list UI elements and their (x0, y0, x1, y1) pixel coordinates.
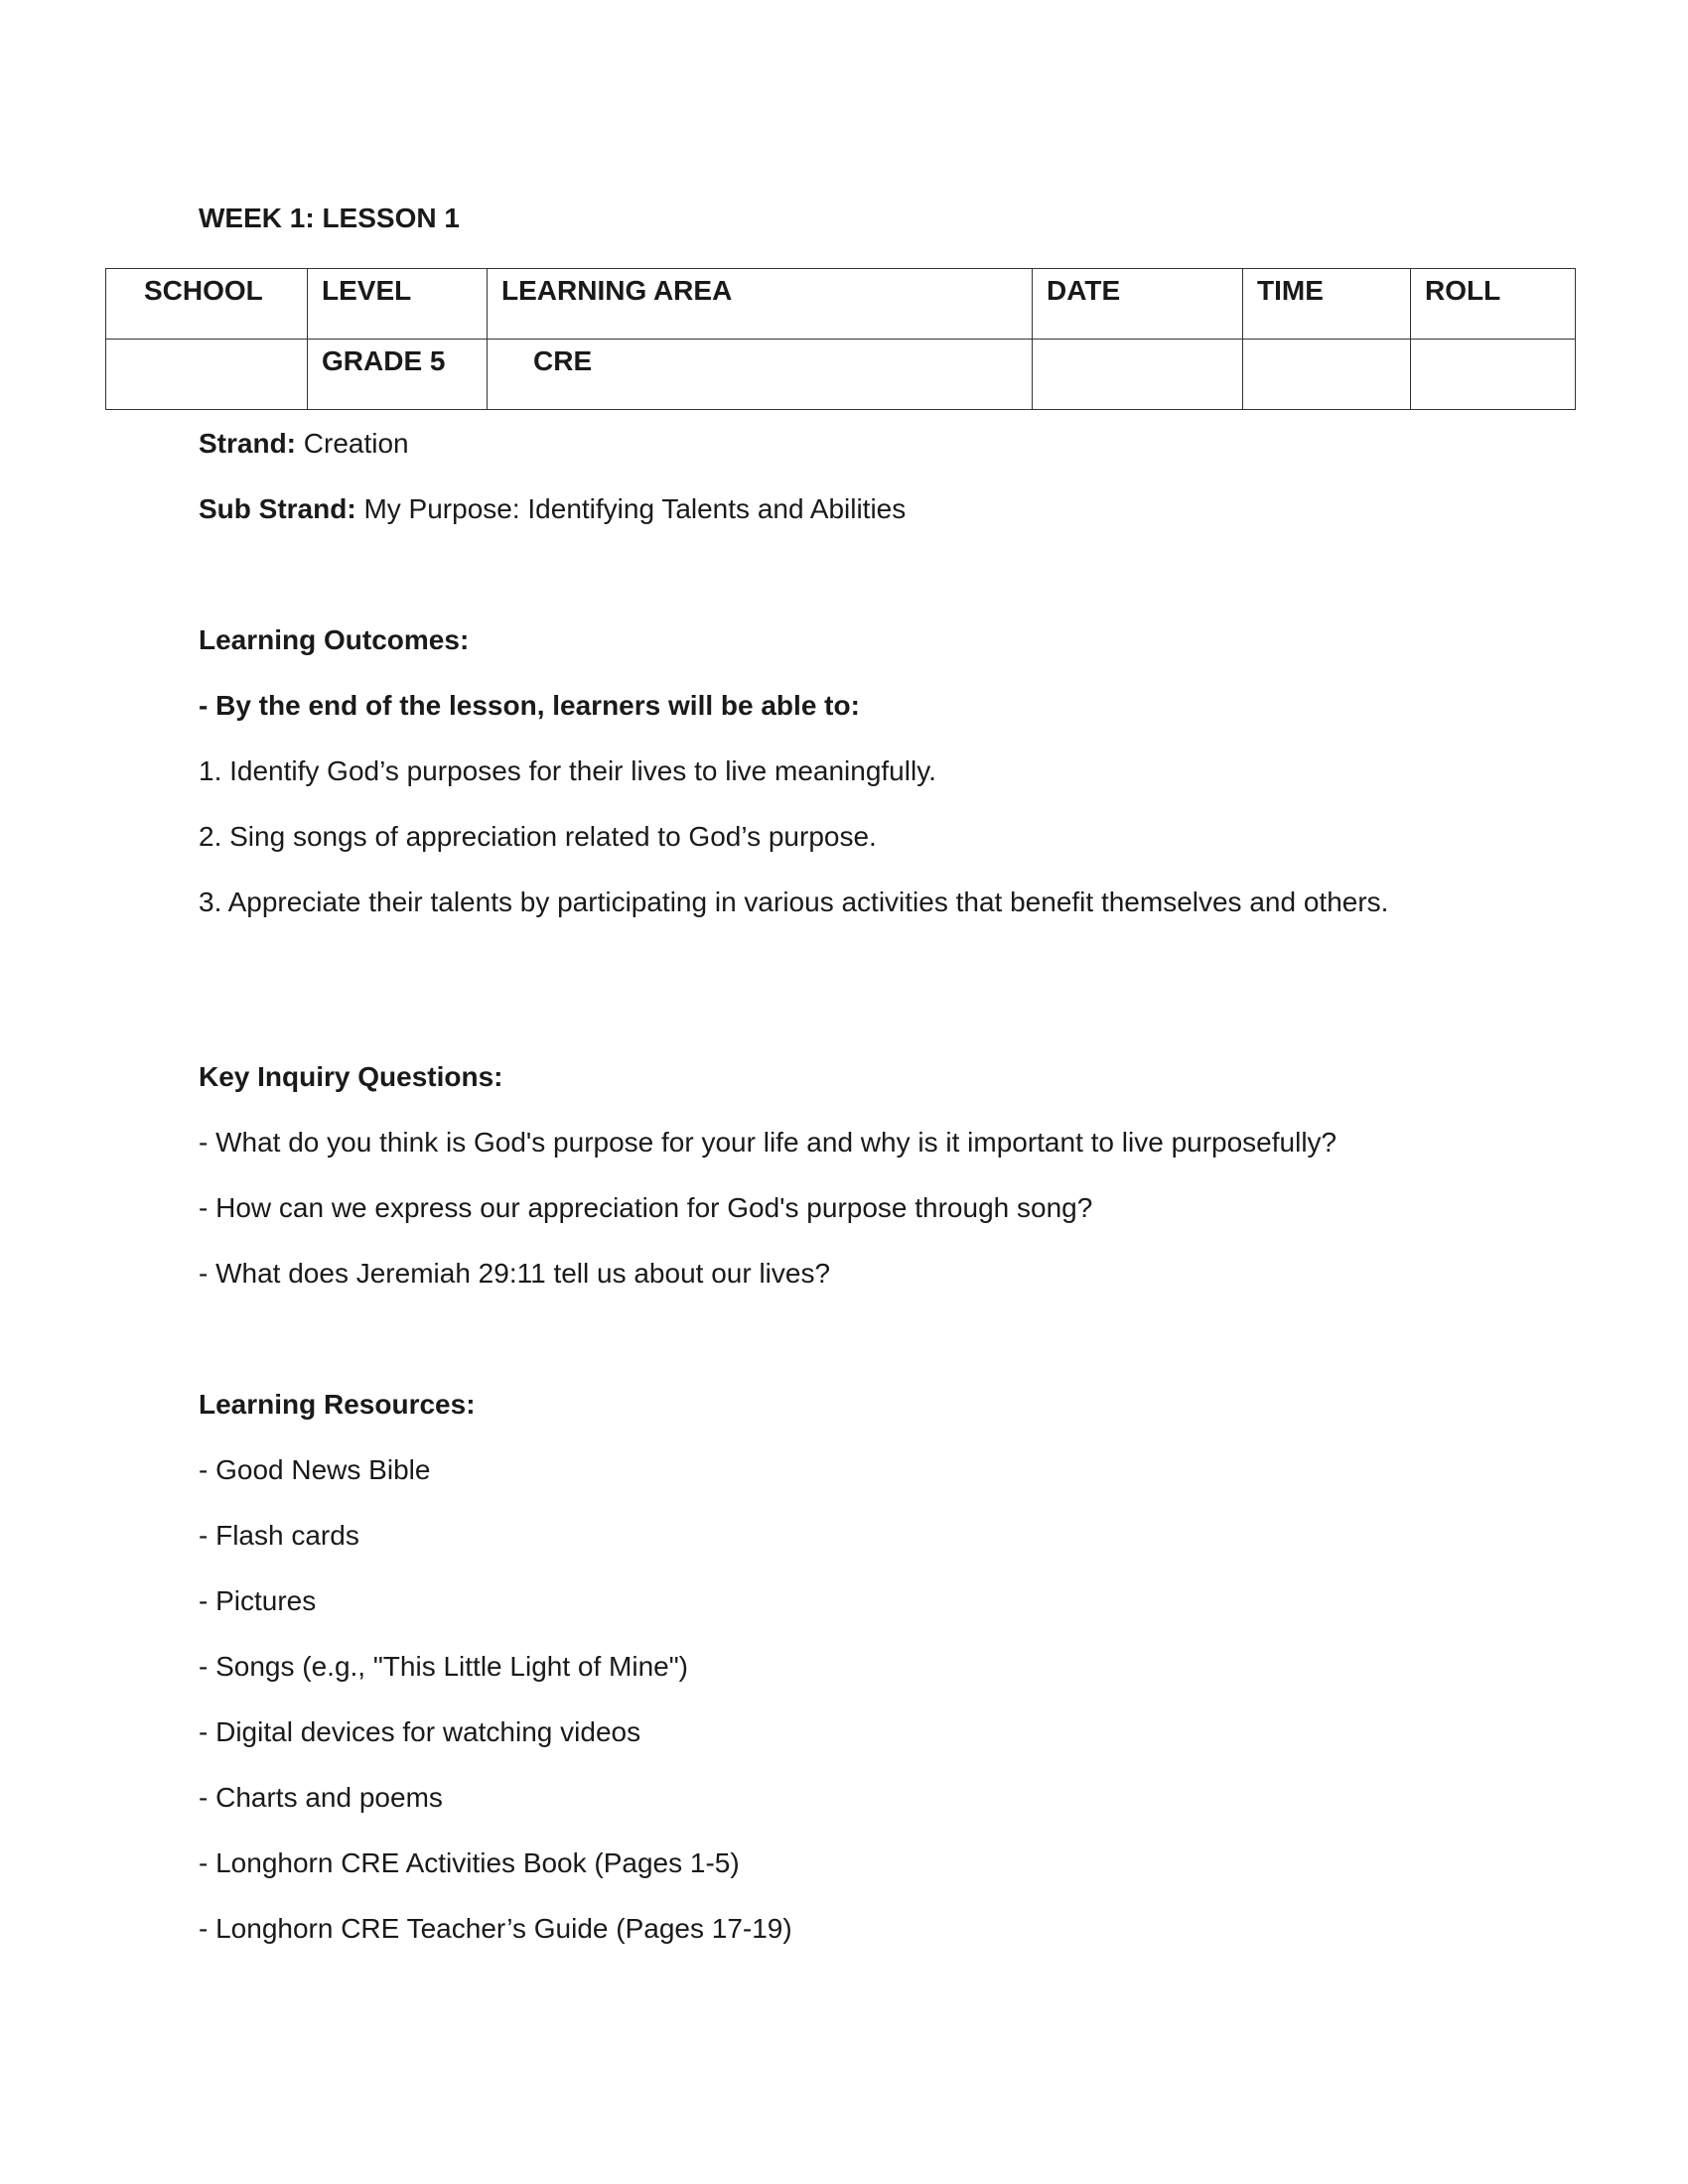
key-inquiry-item: - What do you think is God's purpose for your life and why is it important to live purposefully? (199, 1127, 1337, 1158)
learning-resources-list (199, 1448, 792, 1973)
key-inquiry-item: - What does Jeremiah 29:11 tell us about our lives? (199, 1258, 831, 1289)
sub-strand-line (199, 487, 1450, 531)
cell-roll (1411, 340, 1576, 410)
list-item: - Good News Bible (199, 1454, 431, 1485)
strand-label: Strand: (199, 428, 296, 459)
header-learning-area: LEARNING AREA (488, 269, 1033, 340)
sub-strand-value: My Purpose: Identifying Talents and Abilities (363, 493, 907, 524)
header-roll: ROLL (1411, 269, 1576, 340)
header-level: LEVEL (308, 269, 488, 340)
list-item: - Charts and poems (199, 1782, 443, 1813)
learning-outcome-item: 3. Appreciate their talents by participating in various activities that benefit themselves and others. (199, 887, 1389, 917)
learning-outcome-item: 2. Sing songs of appreciation related to God’s purpose. (199, 821, 877, 852)
lesson-info-table (105, 268, 1576, 410)
learning-outcome-item: 1. Identify God’s purposes for their lives to live meaningfully. (199, 755, 936, 786)
list-item: - Songs (e.g., "This Little Light of Mine") (199, 1651, 688, 1682)
learning-outcomes-lead: - By the end of the lesson, learners will be able to: (199, 690, 860, 721)
learning-resources-heading: Learning Resources: (199, 1389, 476, 1420)
lesson-title: WEEK 1: LESSON 1 (199, 203, 460, 233)
strand-value: Creation (303, 428, 409, 459)
cell-time (1243, 340, 1411, 410)
sub-strand-label: Sub Strand: (199, 493, 356, 524)
cell-date (1033, 340, 1243, 410)
table-row (106, 340, 1576, 410)
key-inquiry-item: - How can we express our appreciation for God's purpose through song? (199, 1192, 1093, 1223)
cell-level: GRADE 5 (308, 340, 488, 410)
header-school: SCHOOL (106, 269, 308, 340)
list-item: - Longhorn CRE Activities Book (Pages 1-5) (199, 1847, 740, 1878)
list-item: - Flash cards (199, 1520, 359, 1551)
strand-line (199, 422, 1450, 466)
learning-outcomes-heading: Learning Outcomes: (199, 624, 470, 655)
cell-school (106, 340, 308, 410)
key-inquiry-heading: Key Inquiry Questions: (199, 1061, 503, 1092)
list-item: - Pictures (199, 1585, 317, 1616)
table-header-row (106, 269, 1576, 340)
cell-learning-area: CRE (488, 340, 1033, 410)
header-date: DATE (1033, 269, 1243, 340)
header-time: TIME (1243, 269, 1411, 340)
list-item: - Digital devices for watching videos (199, 1716, 641, 1747)
list-item: - Longhorn CRE Teacher’s Guide (Pages 17-19) (199, 1913, 792, 1944)
